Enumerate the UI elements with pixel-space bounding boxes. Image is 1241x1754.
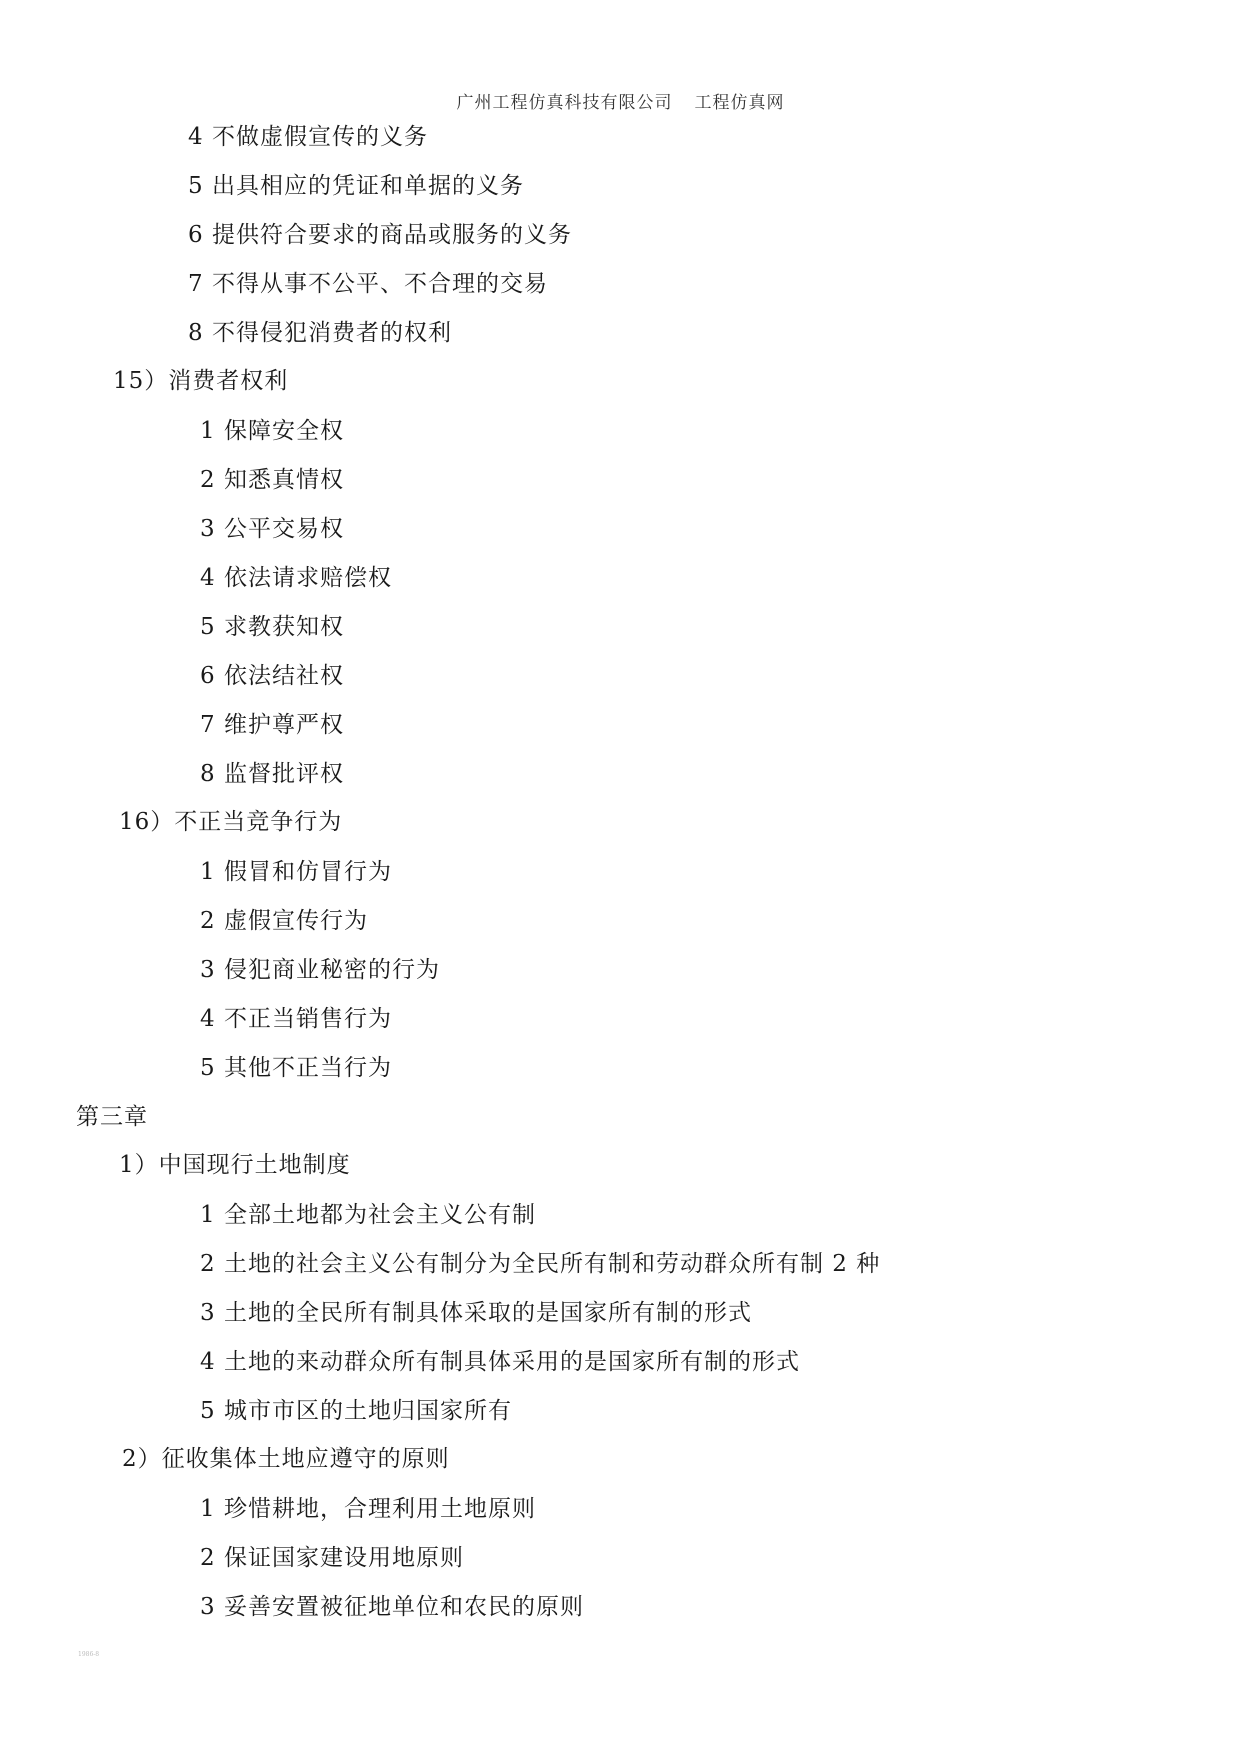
section-heading: 1）中国现行土地制度 [119,1152,351,1178]
list-item: 4 不正当销售行为 [200,1006,392,1032]
header-company: 广州工程仿真科技有限公司 [456,93,673,113]
list-item: 4 土地的来动群众所有制具体采用的是国家所有制的形式 [200,1349,800,1375]
list-item: 2 虚假宣传行为 [200,908,368,934]
page-header [0,88,1241,113]
list-item: 5 城市市区的土地归国家所有 [200,1398,512,1424]
list-item: 2 保证国家建设用地原则 [200,1545,464,1571]
list-item: 1 全部土地都为社会主义公有制 [200,1202,536,1228]
list-item: 6 依法结社权 [200,663,344,689]
list-item: 5 出具相应的凭证和单据的义务 [188,173,524,199]
list-item: 5 其他不正当行为 [200,1055,392,1081]
list-item: 8 不得侵犯消费者的权利 [188,320,452,346]
list-item: 4 依法请求赔偿权 [200,565,392,591]
list-item: 7 维护尊严权 [200,712,344,738]
section-heading: 2）征收集体土地应遵守的原则 [122,1446,450,1472]
list-item: 1 假冒和仿冒行为 [200,859,392,885]
list-item: 7 不得从事不公平、不合理的交易 [188,271,548,297]
list-item: 8 监督批评权 [200,761,344,787]
chapter-title: 第三章 [76,1104,148,1130]
list-item: 2 知悉真情权 [200,467,344,493]
section-heading: 15）消费者权利 [113,368,289,394]
list-item: 4 不做虚假宣传的义务 [188,124,428,150]
list-item: 3 公平交易权 [200,516,344,542]
list-item: 1 保障安全权 [200,418,344,444]
list-item: 3 妥善安置被征地单位和农民的原则 [200,1594,584,1620]
list-item: 2 土地的社会主义公有制分为全民所有制和劳动群众所有制 2 种 [200,1251,881,1277]
list-item: 3 土地的全民所有制具体采取的是国家所有制的形式 [200,1300,752,1326]
header-site: 工程仿真网 [694,93,785,113]
list-item: 6 提供符合要求的商品或服务的义务 [188,222,572,248]
section-heading: 16）不正当竞争行为 [119,809,343,835]
list-item: 1 珍惜耕地，合理利用土地原则 [200,1496,536,1522]
list-item: 5 求教获知权 [200,614,344,640]
footer-mark: 1986-8 [78,1651,100,1658]
list-item: 3 侵犯商业秘密的行为 [200,957,440,983]
